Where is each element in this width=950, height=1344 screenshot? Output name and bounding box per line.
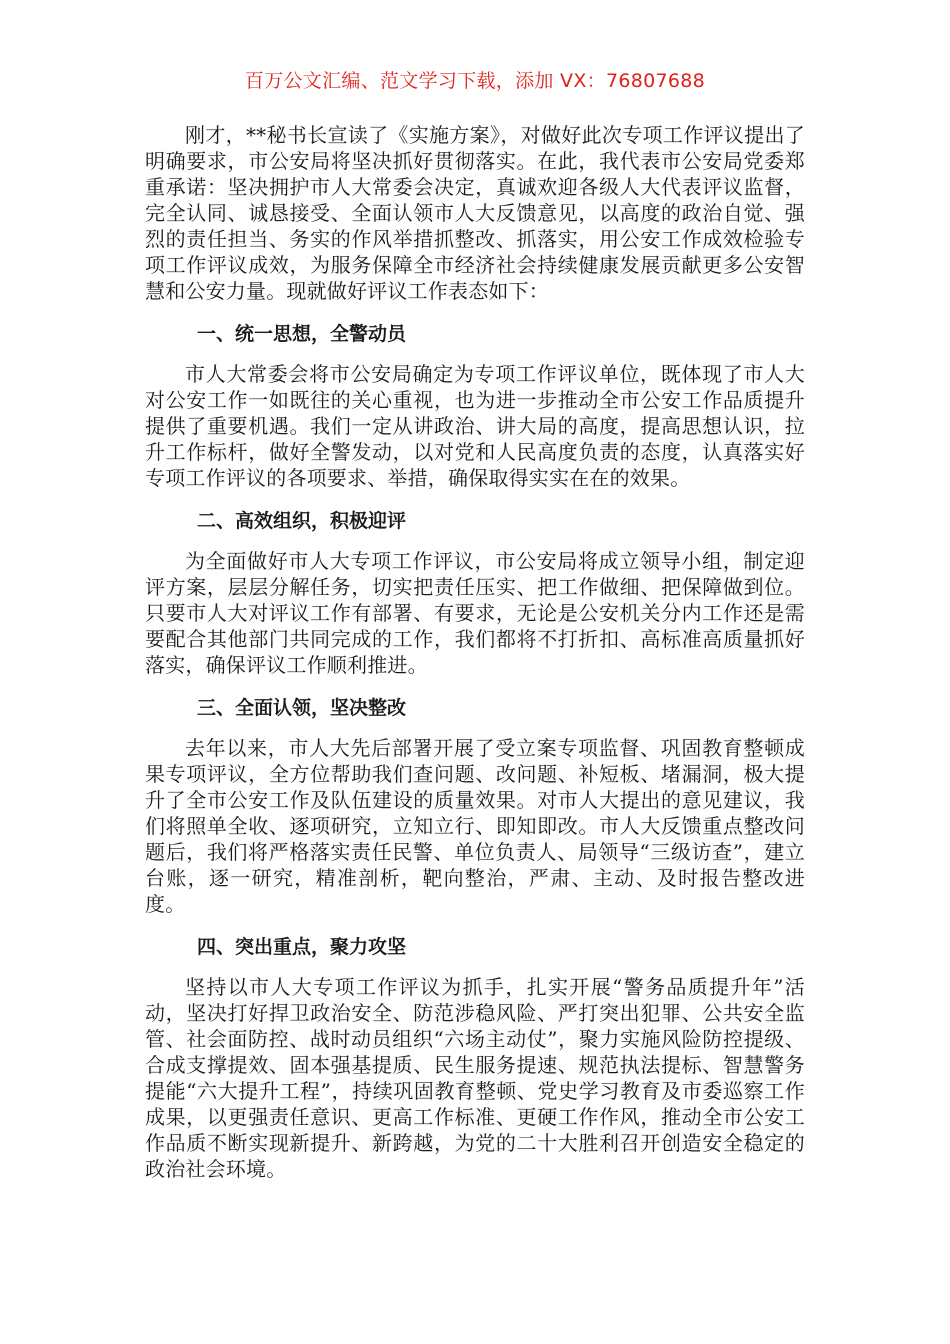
intro-paragraph: 刚才，**秘书长宣读了《实施方案》，对做好此次专项工作评议提出了明确要求，市公安局将坚决抓好贯彻落实。在此，我代表市公安局党委郑重承诺：坚决拥护市人大常委会决定，真诚欢迎各级人大代表评议监督，完全认同、诚恳接受、全面认领市人大反馈意见，以高度的政治自觉、强烈的责任担当、务实的作风举措抓整改、抓落实，用公安工作成效检验专项工作评议成效，为服务保障全市经济社会持续健康发展贡献更多公安智慧和公安力量。现就做好评议工作表态如下：: [145, 123, 805, 303]
header-banner: 百万公文汇编、范文学习下载，添加 VX：76807688: [244, 70, 706, 92]
section-3-body: 去年以来，市人大先后部署开展了受立案专项监督、巩固教育整顿成果专项评议，全方位帮助我们查问题、改问题、补短板、堵漏洞，极大提升了全市公安工作及队伍建设的质量效果。对市人大提出的意见建议，我们将照单全收、逐项研究，立知立行、即知即改。市人大反馈重点整改问题后，我们将严格落实责任民警、单位负责人、局领导“三级访查”，建立台账，逐一研究，精准剖析，靶向整治，严肃、主动、及时报告整改进度。: [145, 736, 805, 916]
section-1-body: 市人大常委会将市公安局确定为专项工作评议单位，既体现了市人大对公安工作一如既往的关心重视，也为进一步推动全市公安工作品质提升提供了重要机遇。我们一定从讲政治、讲大局的高度，提高思想认识，拉升工作标杆，做好全警发动，以对党和人民高度负责的态度，认真落实好专项工作评议的各项要求、举措，确保取得实实在在的效果。: [145, 362, 805, 490]
section-1-heading: 一、统一思想，全警动员: [197, 323, 407, 345]
section-4-body: 坚持以市人大专项工作评议为抓手，扎实开展“警务品质提升年”活动，坚决打好捍卫政治安全、防范涉稳风险、严打突出犯罪、公共安全监管、社会面防控、战时动员组织“六场主动仗”，聚力实施风险防控提级、合成支撑提效、固本强基提质、民生服务提速、规范执法提标、智慧警务提能“六大提升工程”，持续巩固教育整顿、党史学习教育及市委巡察工作成果，以更强责任意识、更高工作标准、更硬工作作风，推动全市公安工作品质不断实现新提升、新跨越，为党的二十大胜利召开创造安全稳定的政治社会环境。: [145, 975, 805, 1181]
section-2-body: 为全面做好市人大专项工作评议，市公安局将成立领导小组，制定迎评方案，层层分解任务，切实把责任压实、把工作做细、把保障做到位。只要市人大对评议工作有部署、有要求，无论是公安机关分内工作还是需要配合其他部门共同完成的工作，我们都将不打折扣、高标准高质量抓好落实，确保评议工作顺利推进。: [145, 549, 805, 677]
section-3-heading: 三、全面认领，坚决整改: [197, 697, 407, 719]
section-2-heading: 二、高效组织，积极迎评: [197, 510, 407, 532]
section-4-heading: 四、突出重点，聚力攻坚: [197, 936, 407, 958]
document-body: [145, 122, 805, 1182]
